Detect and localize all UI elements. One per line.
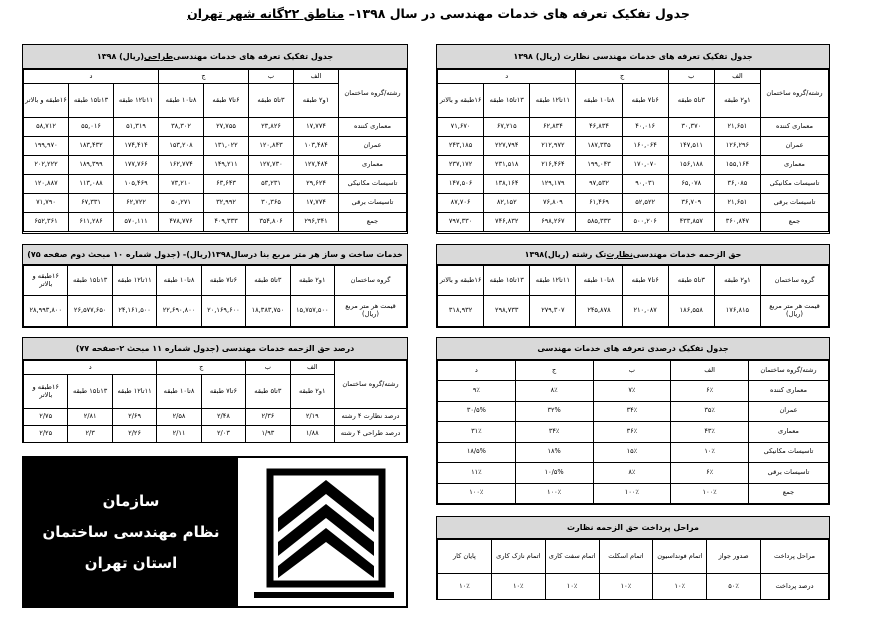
- table-row: [438, 296, 829, 327]
- stage-header: پایان کار: [438, 540, 492, 574]
- value-cell: ۳۰,۳۷۰: [668, 118, 714, 137]
- value-cell: ۱۰۳,۴۸۴: [294, 137, 339, 156]
- value-cell: ۵۸,۷۱۲: [24, 118, 69, 137]
- floor-header-row: [438, 266, 829, 296]
- value-cell: ۳۶٪: [593, 422, 671, 443]
- floor-header: ۸تا۱۰ طبقه: [576, 84, 622, 118]
- construction-cost-title: خدمات ساخت و ساز هر متر مربع بنا درسال۱۳۹۸(ریال)- (جدول شماره ۱۰ مبحث دوم صفحه ۷۵): [23, 245, 407, 265]
- group-header-row: [438, 361, 829, 381]
- value-cell: ۱۵۶,۱۸۸: [668, 156, 714, 175]
- value-cell: ۵۸۵,۳۳۳: [576, 213, 622, 232]
- row-label: درصد طراحی ۴ رشته: [335, 426, 407, 443]
- value-cell: ۲۱,۶۵۱: [714, 194, 760, 213]
- value-cell: ۲۴۳,۱۸۵: [438, 137, 484, 156]
- value-cell: ۱۷۷,۷۶۶: [114, 156, 159, 175]
- value-cell: ۶۱,۴۶۹: [576, 194, 622, 213]
- table-row: [438, 463, 829, 484]
- table-row: [24, 409, 407, 426]
- group-header: ج: [576, 70, 668, 84]
- share-table: [437, 360, 829, 504]
- row-label-header: رشته/گروه ساختمان: [339, 70, 407, 118]
- table-row: [438, 118, 829, 137]
- row-label: قیمت هر متر مربع (ریال): [761, 296, 829, 327]
- value-cell: ۱۰٪: [545, 574, 599, 600]
- value-cell: ۲۷۹,۳۰۷: [530, 296, 576, 327]
- value-cell: ۴۷۸,۷۷۶: [159, 213, 204, 232]
- org-logo: [22, 456, 408, 608]
- table-row: [438, 401, 829, 422]
- floor-header-row: [24, 266, 407, 296]
- value-cell: ۲/۰۳: [201, 426, 245, 443]
- value-cell: ۵۰٪: [707, 574, 761, 600]
- floor-header: ۳تا۵ طبقه: [668, 266, 714, 296]
- value-cell: ۲۴۵,۸۷۸: [576, 296, 622, 327]
- table-row: [438, 213, 829, 232]
- floor-header: ۱و۲ طبقه: [294, 84, 339, 118]
- floor-header: ۱و۲ طبقه: [714, 266, 760, 296]
- floor-header: ۶تا۷ طبقه: [204, 84, 249, 118]
- group-header: ج: [515, 361, 593, 381]
- row-label: معماری کننده: [749, 381, 829, 402]
- value-cell: ۶۵۲,۳۶۱: [24, 213, 69, 232]
- value-cell: ۲۲,۶۹۰,۸۰۰: [157, 296, 201, 327]
- value-cell: ۱۰٪: [671, 442, 749, 463]
- nezarat-tariff-title: جدول تفکیک تعرفه های خدمات مهندسی نظارت (ریال) ۱۳۹۸: [437, 45, 829, 69]
- value-cell: ۱۷۴,۴۱۴: [114, 137, 159, 156]
- value-cell: ۱۰۵,۴۶۹: [114, 175, 159, 194]
- value-cell: ۲/۲۵: [24, 426, 68, 443]
- table-row: [438, 574, 829, 600]
- value-cell: ۵۳,۲۳۱: [249, 175, 294, 194]
- table-row: [438, 137, 829, 156]
- floor-header: ۱۶طبقه و بالاتر: [438, 266, 484, 296]
- floor-header: ۸تا۱۰ طبقه: [157, 375, 201, 409]
- value-cell: ۵۱,۳۱۹: [114, 118, 159, 137]
- table-row: [24, 213, 407, 232]
- group-header-row: [24, 70, 407, 84]
- row-label: تاسیسات مکانیکی: [761, 175, 829, 194]
- floor-header: ۱و۲ طبقه: [290, 266, 334, 296]
- group-header: ب: [593, 361, 671, 381]
- row-label-header: رشته/گروه ساختمان: [749, 361, 829, 381]
- floor-header: ۸تا۱۰ طبقه: [159, 84, 204, 118]
- value-cell: ۳۵٪: [671, 401, 749, 422]
- floor-header: ۸تا۱۰ طبقه: [576, 266, 622, 296]
- share-panel: [436, 337, 830, 505]
- group-header: الف: [294, 70, 339, 84]
- value-cell: ۱۷۰,۰۷۰: [622, 156, 668, 175]
- value-cell: ۳۶۰,۸۴۷: [714, 213, 760, 232]
- row-label: درصد پرداخت: [761, 574, 829, 600]
- floor-header: ۱۳تا۱۵ طبقه: [69, 84, 114, 118]
- group-header: ج: [157, 361, 246, 375]
- stage-header: صدور جواز: [707, 540, 761, 574]
- row-label: قیمت هر متر مربع (ریال): [335, 296, 407, 327]
- floor-header: ۱۱تا۱۲ طبقه: [114, 84, 159, 118]
- value-cell: ۱۰۰٪: [515, 483, 593, 504]
- floor-header: ۶تا۷ طبقه: [622, 266, 668, 296]
- value-cell: ۲۳۷,۱۷۲: [438, 156, 484, 175]
- table-row: [24, 194, 407, 213]
- row-label: جمع: [749, 483, 829, 504]
- value-cell: ۴۳٪: [671, 422, 749, 443]
- group-header: د: [24, 70, 159, 84]
- floor-header: ۱۱تا۱۲ طبقه: [530, 266, 576, 296]
- engineering-org-emblem-icon: [240, 458, 406, 606]
- value-cell: ۱۰/۵%: [515, 463, 593, 484]
- value-cell: ۲/۱۹: [290, 409, 334, 426]
- value-cell: ۳۵۴,۸۰۶: [249, 213, 294, 232]
- row-label: تاسیسات مکانیکی: [749, 442, 829, 463]
- construction-cost-panel: [22, 244, 408, 328]
- floor-header: ۱۱تا۱۲ طبقه: [112, 266, 156, 296]
- value-cell: ۲۱۰,۰۸۷: [622, 296, 668, 327]
- floor-header: ۱۳تا۱۵ طبقه: [68, 375, 112, 409]
- payment-stages-panel: [436, 516, 830, 600]
- value-cell: ۱۰۰٪: [671, 483, 749, 504]
- value-cell: ۳۱۸,۹۳۲: [438, 296, 484, 327]
- value-cell: ۳۴٪: [593, 401, 671, 422]
- floor-header: ۱۱تا۱۲ طبقه: [112, 375, 156, 409]
- value-cell: ۶۳,۶۴۳: [204, 175, 249, 194]
- value-cell: ۱۲۷,۷۳۰: [249, 156, 294, 175]
- value-cell: ۱/۹۳: [246, 426, 290, 443]
- value-cell: ۵۰,۲۷۱: [159, 194, 204, 213]
- percent-fee-panel: [22, 337, 408, 443]
- value-cell: ۹۷,۵۳۲: [576, 175, 622, 194]
- group-header: الف: [290, 361, 334, 375]
- value-cell: ۲/۸۱: [68, 409, 112, 426]
- value-cell: ۱۸۳,۴۳۲: [69, 137, 114, 156]
- value-cell: ۳۸,۳۰۲: [159, 118, 204, 137]
- payment-stages-title: مراحل پرداخت حق الزحمه نظارت: [437, 517, 829, 539]
- value-cell: ۱۸۶,۵۵۸: [668, 296, 714, 327]
- value-cell: ۶۲,۷۲۲: [114, 194, 159, 213]
- payment-stages-table: [437, 539, 829, 600]
- row-label: معماری کننده: [339, 118, 407, 137]
- group-header: د: [438, 70, 576, 84]
- nezarat-tariff-table: [437, 69, 829, 232]
- value-cell: ۵۰۰,۲۰۶: [622, 213, 668, 232]
- value-cell: ۱۴۷,۵۰۶: [438, 175, 484, 194]
- table-row: [24, 118, 407, 137]
- value-cell: ۲۰,۱۶۹,۶۰۰: [201, 296, 245, 327]
- value-cell: ۱۵,۷۵۷,۵۰۰: [290, 296, 334, 327]
- floor-header: ۳تا۵ طبقه: [246, 375, 290, 409]
- value-cell: ۱۳۸,۱۶۴: [484, 175, 530, 194]
- value-cell: ۹۰,۰۳۱: [622, 175, 668, 194]
- value-cell: ۱۱٪: [438, 463, 516, 484]
- floor-header: ۳تا۵ طبقه: [249, 84, 294, 118]
- row-label: عمران: [761, 137, 829, 156]
- value-cell: ۲۳۱,۵۱۸: [484, 156, 530, 175]
- value-cell: ۱۲۰,۸۸۷: [24, 175, 69, 194]
- percent-fee-title: درصد حق الزحمه خدمات مهندسی (جدول شماره ۱۱ مبحث ۲-صفحه ۷۷): [23, 338, 407, 360]
- value-cell: ۱۶۰,۰۶۴: [622, 137, 668, 156]
- value-cell: ۷۳,۲۱۰: [159, 175, 204, 194]
- value-cell: ۱۸/۵%: [438, 442, 516, 463]
- group-header: ب: [249, 70, 294, 84]
- floor-header: ۱۶طبقه و بالاتر: [24, 375, 68, 409]
- group-header: ج: [159, 70, 249, 84]
- value-cell: ۴۰۹,۳۳۳: [204, 213, 249, 232]
- value-cell: ۲۹۶,۳۴۱: [294, 213, 339, 232]
- value-cell: ۱۷,۷۷۴: [294, 194, 339, 213]
- row-label: جمع: [761, 213, 829, 232]
- value-cell: ۲/۳: [68, 426, 112, 443]
- group-header: د: [24, 361, 157, 375]
- group-header: ب: [668, 70, 714, 84]
- table-row: [438, 483, 829, 504]
- value-cell: ۲۲۷,۷۹۴: [484, 137, 530, 156]
- table-row: [24, 175, 407, 194]
- value-cell: ۵۷۰,۱۱۱: [114, 213, 159, 232]
- table-row: [24, 296, 407, 327]
- value-cell: ۲۰۲,۲۲۲: [24, 156, 69, 175]
- row-label: عمران: [339, 137, 407, 156]
- value-cell: ۴۳۳,۸۵۷: [668, 213, 714, 232]
- value-cell: ۲/۲۶: [112, 426, 156, 443]
- value-cell: ۱۸۹,۳۹۹: [69, 156, 114, 175]
- value-cell: ۲۷,۷۵۵: [204, 118, 249, 137]
- value-cell: ۷۹۷,۳۳۰: [438, 213, 484, 232]
- value-cell: ۶٪: [671, 381, 749, 402]
- value-cell: ۳۰,۳۶۵: [249, 194, 294, 213]
- floor-header: ۳تا۵ طبقه: [246, 266, 290, 296]
- value-cell: ۱۲۰,۸۴۳: [249, 137, 294, 156]
- table-row: [438, 194, 829, 213]
- floor-header: ۸تا۱۰ طبقه: [157, 266, 201, 296]
- value-cell: ۷٪: [593, 381, 671, 402]
- value-cell: ۶۷,۳۳۱: [69, 194, 114, 213]
- value-cell: ۱۰۰٪: [593, 483, 671, 504]
- value-cell: ۱۵۳,۲۰۸: [159, 137, 204, 156]
- floor-header: ۱۳تا۱۵ طبقه: [68, 266, 112, 296]
- value-cell: ۱۷,۷۷۴: [294, 118, 339, 137]
- value-cell: ۷۱,۶۷۰: [438, 118, 484, 137]
- group-header: الف: [714, 70, 760, 84]
- group-header: د: [438, 361, 516, 381]
- value-cell: ۷۱,۷۹۰: [24, 194, 69, 213]
- tarrahi-tariff-title: جدول تفکیک تعرفه های خدمات مهندسی طراحی (ریال) ۱۳۹۸: [23, 45, 407, 69]
- row-label: تاسیسات برقی: [749, 463, 829, 484]
- value-cell: ۳۴٪: [515, 422, 593, 443]
- value-cell: ۱۸,۳۸۳,۷۵۰: [246, 296, 290, 327]
- value-cell: ۸٪: [593, 463, 671, 484]
- nezarat-tariff-panel: [436, 44, 830, 234]
- value-cell: ۱/۸۸: [290, 426, 334, 443]
- table-row: [24, 137, 407, 156]
- floor-header: ۱۶طبقه و بالاتر: [24, 266, 68, 296]
- row-label: تاسیسات برقی: [761, 194, 829, 213]
- percent-fee-table: [23, 360, 407, 443]
- floor-header: ۱۶طبقه و بالاتر: [24, 84, 69, 118]
- org-name-line2: نظام مهندسی ساختمان: [42, 522, 220, 541]
- value-cell: ۳۱٪: [438, 422, 516, 443]
- floor-header: ۶تا۷ طبقه: [622, 84, 668, 118]
- value-cell: ۳۲%: [515, 401, 593, 422]
- value-cell: ۱۰۰٪: [438, 483, 516, 504]
- value-cell: ۱۰٪: [438, 574, 492, 600]
- org-name-line3: استان تهران: [84, 553, 178, 572]
- tarrahi-tariff-table: [23, 69, 407, 232]
- stage-header: اتمام اسکلت: [599, 540, 653, 574]
- value-cell: ۱۴۷,۵۱۱: [668, 137, 714, 156]
- value-cell: ۷۶,۸۰۹: [530, 194, 576, 213]
- value-cell: ۲۳,۸۲۶: [249, 118, 294, 137]
- value-cell: ۱۰٪: [653, 574, 707, 600]
- row-label: تاسیسات مکانیکی: [339, 175, 407, 194]
- value-cell: ۱۹۹,۰۴۳: [576, 156, 622, 175]
- share-title: جدول تفکیک درصدی تعرفه های خدمات مهندسی: [437, 338, 829, 360]
- value-cell: ۲/۳۶: [246, 409, 290, 426]
- group-header: الف: [671, 361, 749, 381]
- value-cell: ۱۵٪: [593, 442, 671, 463]
- floor-header: ۱۱تا۱۲ طبقه: [530, 84, 576, 118]
- row-label-header: رشته/گروه ساختمان: [335, 361, 407, 409]
- floor-header: ۱و۲ طبقه: [714, 84, 760, 118]
- stage-header: اتمام فونداسیون: [653, 540, 707, 574]
- page-title: جدول تفکیک تعرفه های خدمات مهندسی در سال ۱۳۹۸– مناطق ۲۲گانه شهر تهران: [187, 6, 690, 21]
- value-cell: ۳۶,۷۰۹: [668, 194, 714, 213]
- floor-header: ۱۳تا۱۵ طبقه: [484, 84, 530, 118]
- single-field-panel: [436, 244, 830, 328]
- value-cell: ۲/۵۸: [157, 409, 201, 426]
- value-cell: ۱۶۲,۷۷۴: [159, 156, 204, 175]
- value-cell: ۲۱,۶۵۱: [714, 118, 760, 137]
- value-cell: ۶۹۸,۲۶۷: [530, 213, 576, 232]
- org-name-block: [24, 458, 238, 606]
- row-label: عمران: [749, 401, 829, 422]
- value-cell: ۳۲,۹۹۲: [204, 194, 249, 213]
- table-row: [438, 422, 829, 443]
- value-cell: ۶٪: [671, 463, 749, 484]
- value-cell: ۴۶,۸۳۴: [576, 118, 622, 137]
- value-cell: ۲۶,۵۷۷,۶۵۰: [68, 296, 112, 327]
- row-label-header: گروه ساختمان: [761, 266, 829, 296]
- value-cell: ۲۹۸,۷۳۳: [484, 296, 530, 327]
- value-cell: ۶۲,۸۳۴: [530, 118, 576, 137]
- table-row: [438, 442, 829, 463]
- table-row: [438, 175, 829, 194]
- floor-header: ۱۶طبقه و بالاتر: [438, 84, 484, 118]
- stage-header-row: [438, 540, 829, 574]
- value-cell: ۶۱۱,۲۸۶: [69, 213, 114, 232]
- value-cell: ۲۱۶,۴۶۴: [530, 156, 576, 175]
- floor-header: ۱و۲ طبقه: [290, 375, 334, 409]
- value-cell: ۱۳۱,۰۲۲: [204, 137, 249, 156]
- value-cell: ۱۵۵,۱۶۴: [714, 156, 760, 175]
- table-row: [24, 156, 407, 175]
- table-row: [24, 426, 407, 443]
- value-cell: ۳۰/۵%: [438, 401, 516, 422]
- row-label: تاسیسات برقی: [339, 194, 407, 213]
- value-cell: ۱۹۹,۹۷۰: [24, 137, 69, 156]
- value-cell: ۹٪: [438, 381, 516, 402]
- single-field-table: [437, 265, 829, 327]
- value-cell: ۲/۶۹: [112, 409, 156, 426]
- value-cell: ۲/۱۱: [157, 426, 201, 443]
- row-label: معماری: [339, 156, 407, 175]
- value-cell: ۷۴۶,۸۳۲: [484, 213, 530, 232]
- value-cell: ۲۱۲,۹۷۲: [530, 137, 576, 156]
- value-cell: ۱۱۳,۰۸۸: [69, 175, 114, 194]
- value-cell: ۱۷۶,۸۱۵: [714, 296, 760, 327]
- value-cell: ۸٪: [515, 381, 593, 402]
- row-label: معماری: [761, 156, 829, 175]
- value-cell: ۵۵,۰۱۶: [69, 118, 114, 137]
- value-cell: ۱۲۶,۲۹۶: [714, 137, 760, 156]
- stage-header: اتمام سفت کاری: [545, 540, 599, 574]
- stage-header: مراحل پرداخت: [761, 540, 829, 574]
- floor-header: ۱۳تا۱۵ طبقه: [484, 266, 530, 296]
- value-cell: ۶۷,۲۱۵: [484, 118, 530, 137]
- table-row: [438, 381, 829, 402]
- row-label: جمع: [339, 213, 407, 232]
- group-header-row: [24, 361, 407, 375]
- stage-header: اتمام نازک کاری: [491, 540, 545, 574]
- value-cell: ۳۶,۰۸۵: [714, 175, 760, 194]
- row-label: معماری کننده: [761, 118, 829, 137]
- value-cell: ۲۴,۱۶۱,۵۰۰: [112, 296, 156, 327]
- value-cell: ۲۹,۶۲۴: [294, 175, 339, 194]
- group-header: ب: [246, 361, 290, 375]
- value-cell: ۸۲,۱۵۲: [484, 194, 530, 213]
- value-cell: ۱۲۷,۴۸۴: [294, 156, 339, 175]
- row-label: درصد نظارت ۴ رشته: [335, 409, 407, 426]
- value-cell: ۱۸۷,۳۳۵: [576, 137, 622, 156]
- floor-header: ۶تا۷ طبقه: [201, 266, 245, 296]
- value-cell: ۱۰٪: [491, 574, 545, 600]
- construction-cost-table: [23, 265, 407, 327]
- row-label-header: گروه ساختمان: [335, 266, 407, 296]
- org-name-line1: سازمان: [102, 491, 160, 510]
- value-cell: ۸۷,۷۰۶: [438, 194, 484, 213]
- value-cell: ۴۰,۰۱۶: [622, 118, 668, 137]
- value-cell: ۲/۷۵: [24, 409, 68, 426]
- value-cell: ۲۸,۹۹۳,۸۰۰: [24, 296, 68, 327]
- tarrahi-tariff-panel: [22, 44, 408, 234]
- value-cell: ۱۰٪: [599, 574, 653, 600]
- value-cell: ۱۸%: [515, 442, 593, 463]
- group-header-row: [438, 70, 829, 84]
- value-cell: ۶۵,۰۷۸: [668, 175, 714, 194]
- value-cell: ۱۲۹,۱۷۹: [530, 175, 576, 194]
- value-cell: ۱۴۹,۲۱۱: [204, 156, 249, 175]
- floor-header: ۳تا۵ طبقه: [668, 84, 714, 118]
- single-field-title: حق الزحمه خدمات مهندسی نظارت تک رشته (ریال)۱۳۹۸: [437, 245, 829, 265]
- row-label: معماری: [749, 422, 829, 443]
- floor-header: ۶تا۷ طبقه: [201, 375, 245, 409]
- row-label-header: رشته/گروه ساختمان: [761, 70, 829, 118]
- table-row: [438, 156, 829, 175]
- value-cell: ۵۲,۵۲۲: [622, 194, 668, 213]
- value-cell: ۲/۴۸: [201, 409, 245, 426]
